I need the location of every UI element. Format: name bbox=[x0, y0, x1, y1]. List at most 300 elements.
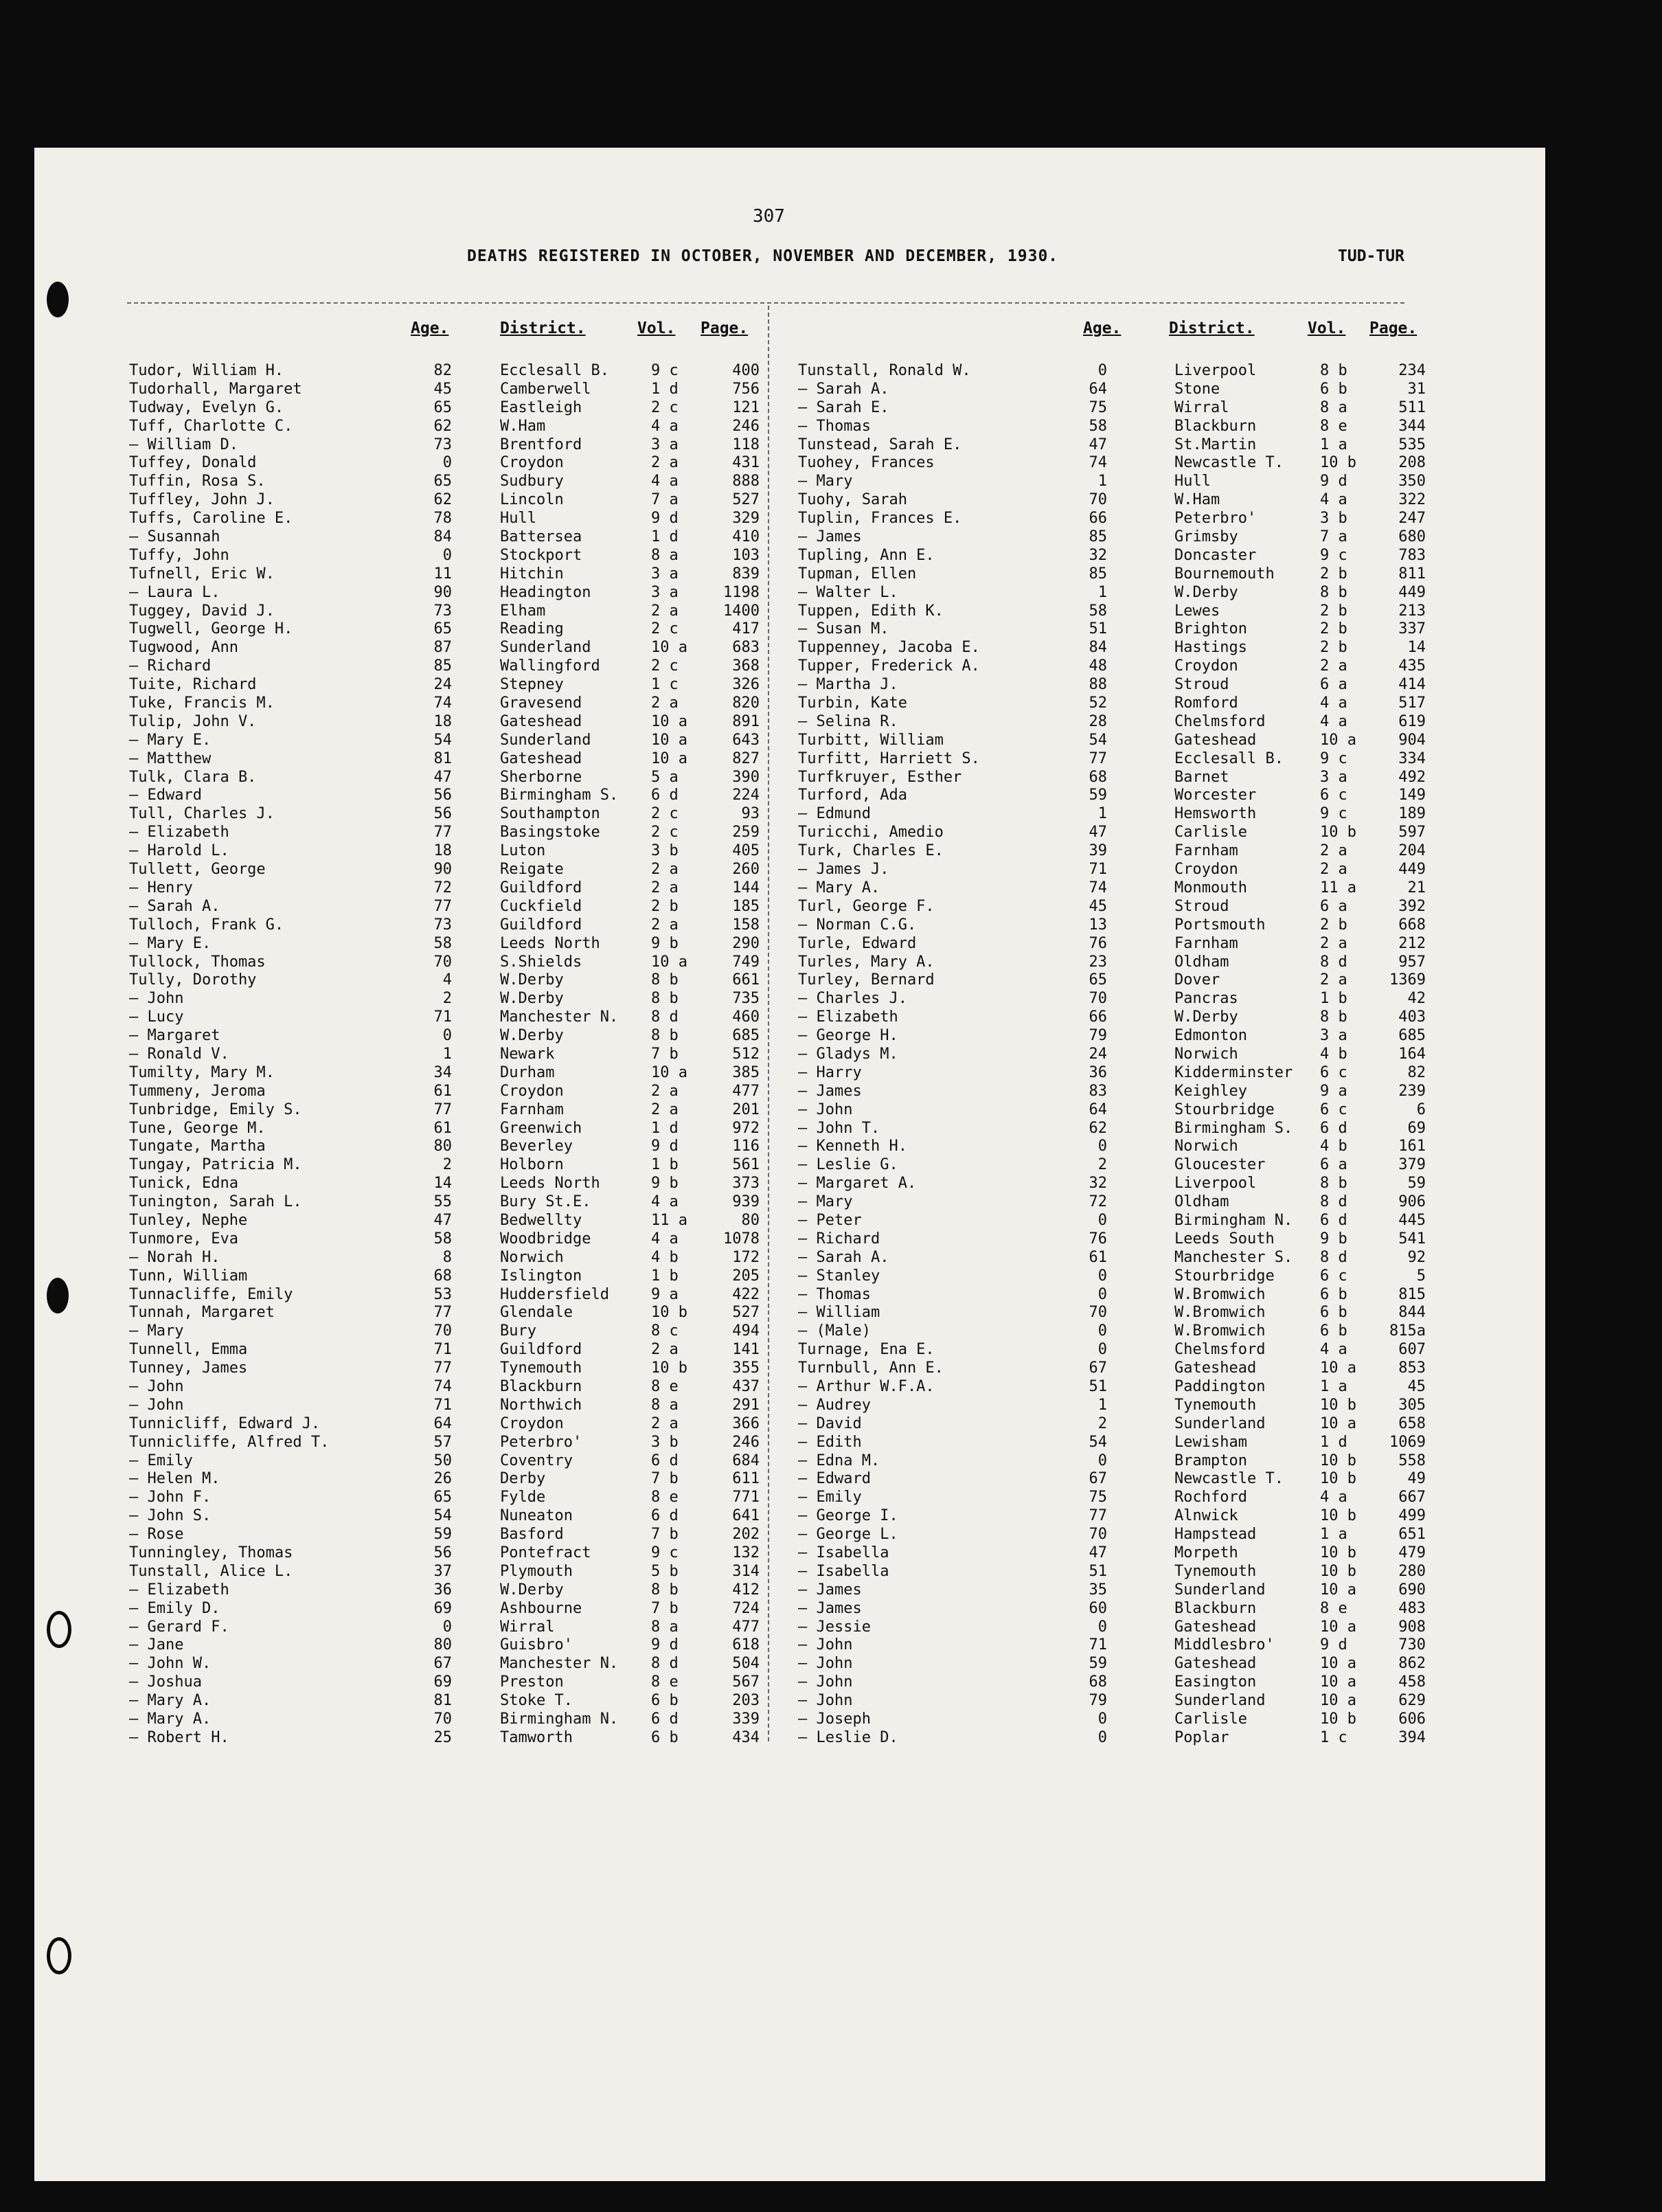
entry-district: St.Martin bbox=[1174, 436, 1257, 453]
register-entry bbox=[798, 1673, 1433, 1692]
entry-district: Croydon bbox=[500, 1414, 564, 1432]
entry-name: — Robert H. bbox=[129, 1728, 229, 1746]
entry-volume: 5 b bbox=[651, 1562, 679, 1580]
entry-name: Tunnicliffe, Alfred T. bbox=[129, 1433, 330, 1451]
entry-page: 314 bbox=[732, 1562, 760, 1580]
entry-page: 31 bbox=[1407, 380, 1426, 398]
entry-page: 394 bbox=[1398, 1728, 1426, 1746]
register-entry bbox=[129, 879, 764, 898]
entry-volume: 3 b bbox=[651, 1433, 679, 1451]
entry-volume: 6 c bbox=[1320, 787, 1347, 804]
entry-volume: 10 a bbox=[1320, 1692, 1356, 1710]
entry-age: 67 bbox=[433, 1655, 452, 1673]
entry-district: Paddington bbox=[1174, 1377, 1266, 1395]
entry-volume: 10 a bbox=[1320, 1414, 1356, 1432]
entry-age: 87 bbox=[433, 639, 452, 657]
entry-age: 62 bbox=[433, 417, 452, 435]
entry-age: 47 bbox=[433, 1211, 452, 1229]
register-entry bbox=[798, 953, 1433, 972]
entry-age: 75 bbox=[1089, 398, 1107, 416]
entry-name: — James J. bbox=[798, 861, 889, 879]
entry-page: 667 bbox=[1398, 1489, 1426, 1506]
entry-age: 77 bbox=[433, 824, 452, 842]
entry-age: 70 bbox=[433, 1322, 452, 1340]
register-entry bbox=[798, 732, 1433, 750]
register-entry bbox=[129, 1175, 764, 1193]
entry-volume: 1 b bbox=[651, 1156, 679, 1174]
entry-district: W.Derby bbox=[500, 1581, 564, 1599]
entry-name: — John bbox=[129, 990, 184, 1008]
entry-district: Portsmouth bbox=[1174, 916, 1266, 934]
entry-age: 39 bbox=[1089, 842, 1107, 860]
entry-age: 47 bbox=[1089, 436, 1107, 453]
entry-page: 344 bbox=[1398, 417, 1426, 435]
entry-district: Stockport bbox=[500, 546, 582, 564]
entry-age: 74 bbox=[1089, 879, 1107, 896]
register-entry bbox=[798, 1544, 1433, 1563]
entry-name: — Edward bbox=[798, 1470, 871, 1488]
entry-age: 0 bbox=[442, 1027, 452, 1045]
entry-district: Ecclesall B. bbox=[500, 362, 609, 379]
entry-page: 417 bbox=[732, 620, 760, 638]
entry-name: Tulloch, Frank G. bbox=[129, 916, 284, 934]
entry-volume: 9 c bbox=[651, 362, 679, 379]
entry-volume: 8 a bbox=[1320, 398, 1347, 416]
header-rule bbox=[127, 302, 1404, 304]
entry-age: 65 bbox=[433, 398, 452, 416]
entry-page: 492 bbox=[1398, 768, 1426, 786]
entry-name: Turle, Edward bbox=[798, 934, 917, 952]
register-entry bbox=[129, 602, 764, 621]
entry-volume: 4 a bbox=[651, 417, 679, 435]
entry-page: 322 bbox=[1398, 491, 1426, 509]
entry-volume: 10 b bbox=[1320, 1396, 1356, 1414]
entry-page: 132 bbox=[732, 1544, 760, 1561]
entry-page: 449 bbox=[1398, 861, 1426, 879]
entry-age: 55 bbox=[433, 1193, 452, 1211]
entry-page: 118 bbox=[732, 436, 760, 453]
entry-name: — Harold L. bbox=[129, 842, 229, 860]
entry-age: 8 bbox=[442, 1248, 452, 1266]
entry-name: Turfitt, Harriett S. bbox=[798, 749, 980, 767]
register-entry bbox=[129, 1212, 764, 1230]
entry-district: Bury St.E. bbox=[500, 1193, 591, 1211]
left-column bbox=[129, 319, 764, 1748]
entry-name: Tupling, Ann E. bbox=[798, 546, 935, 564]
entry-volume: 10 a bbox=[651, 953, 687, 971]
register-entry bbox=[798, 1415, 1433, 1434]
entry-volume: 2 a bbox=[651, 1101, 679, 1118]
entry-age: 0 bbox=[1097, 1341, 1107, 1359]
entry-district: Hull bbox=[500, 510, 536, 528]
entry-name: Tupper, Frederick A. bbox=[798, 657, 980, 675]
register-entry bbox=[798, 1046, 1433, 1064]
entry-volume: 8 d bbox=[1320, 1193, 1347, 1211]
entry-district: Norwich bbox=[1174, 1045, 1238, 1063]
entry-age: 71 bbox=[433, 1341, 452, 1359]
entry-name: — John bbox=[129, 1396, 184, 1414]
binder-hole-2 bbox=[47, 1278, 69, 1313]
entry-name: — John bbox=[798, 1655, 853, 1673]
entry-age: 72 bbox=[433, 879, 452, 896]
entry-page: 329 bbox=[732, 510, 760, 528]
entry-name: — Mary bbox=[798, 473, 853, 490]
entry-age: 54 bbox=[433, 731, 452, 749]
entry-volume: 8 a bbox=[651, 1618, 679, 1636]
entry-page: 149 bbox=[1398, 787, 1426, 804]
entry-page: 172 bbox=[732, 1248, 760, 1266]
entry-volume: 6 c bbox=[1320, 1063, 1347, 1081]
entry-volume: 8 e bbox=[1320, 1599, 1347, 1617]
register-entry bbox=[129, 805, 764, 824]
entry-name: — James bbox=[798, 1581, 862, 1599]
entry-district: Manchester N. bbox=[500, 1008, 619, 1026]
entry-page: 259 bbox=[732, 824, 760, 842]
entry-age: 61 bbox=[1089, 1248, 1107, 1266]
entry-volume: 4 b bbox=[1320, 1045, 1347, 1063]
entry-age: 58 bbox=[1089, 417, 1107, 435]
entry-age: 51 bbox=[1089, 1377, 1107, 1395]
entry-name: — Jessie bbox=[798, 1618, 871, 1636]
entry-volume: 1 d bbox=[651, 528, 679, 546]
register-entry bbox=[129, 1729, 764, 1748]
entry-age: 0 bbox=[1097, 362, 1107, 379]
entry-page: 618 bbox=[732, 1636, 760, 1654]
entry-age: 34 bbox=[433, 1063, 452, 1081]
entry-volume: 2 a bbox=[651, 454, 679, 472]
entry-page: 668 bbox=[1398, 916, 1426, 934]
register-entry bbox=[129, 1193, 764, 1212]
entry-volume: 6 b bbox=[1320, 380, 1347, 398]
entry-district: Barnet bbox=[1174, 768, 1229, 786]
entry-district: Carlisle bbox=[1174, 824, 1247, 842]
page-number: 307 bbox=[753, 206, 785, 227]
entry-volume: 4 a bbox=[1320, 712, 1347, 730]
entry-age: 90 bbox=[433, 861, 452, 879]
entry-name: Tuite, Richard bbox=[129, 676, 257, 694]
entry-name: Tugwell, George H. bbox=[129, 620, 293, 638]
entry-age: 75 bbox=[1089, 1489, 1107, 1506]
entry-age: 65 bbox=[433, 620, 452, 638]
register-entry bbox=[129, 750, 764, 769]
entry-volume: 4 a bbox=[651, 1193, 679, 1211]
entry-age: 72 bbox=[1089, 1193, 1107, 1211]
entry-district: Peterbro' bbox=[500, 1433, 582, 1451]
entry-age: 67 bbox=[1089, 1470, 1107, 1488]
entry-name: Turbin, Kate bbox=[798, 695, 907, 712]
entry-age: 79 bbox=[1089, 1692, 1107, 1710]
entry-district: Eastleigh bbox=[500, 398, 582, 416]
entry-volume: 6 d bbox=[1320, 1211, 1347, 1229]
right-column bbox=[798, 319, 1433, 1748]
entry-volume: 8 e bbox=[651, 1673, 679, 1691]
entry-district: Birmingham S. bbox=[500, 787, 619, 804]
entry-age: 70 bbox=[1089, 1304, 1107, 1322]
entry-page: 908 bbox=[1398, 1618, 1426, 1636]
entry-name: Tudorhall, Margaret bbox=[129, 380, 302, 398]
entry-district: Nuneaton bbox=[500, 1507, 573, 1525]
register-entry bbox=[129, 1064, 764, 1083]
entry-page: 69 bbox=[1407, 1119, 1426, 1137]
entry-district: Camberwell bbox=[500, 380, 591, 398]
entry-page: 185 bbox=[732, 897, 760, 915]
entry-page: 116 bbox=[732, 1138, 760, 1155]
register-entry bbox=[798, 1267, 1433, 1286]
entry-page: 820 bbox=[732, 695, 760, 712]
entry-age: 2 bbox=[442, 1156, 452, 1174]
register-entry bbox=[129, 1046, 764, 1064]
entry-name: Tufnell, Eric W. bbox=[129, 565, 275, 583]
entry-district: Norwich bbox=[1174, 1138, 1238, 1155]
entry-volume: 10 a bbox=[651, 639, 687, 657]
register-entry bbox=[798, 528, 1433, 547]
entry-volume: 4 a bbox=[651, 473, 679, 490]
entry-age: 80 bbox=[433, 1636, 452, 1654]
entry-district: Sunderland bbox=[500, 731, 591, 749]
entry-volume: 10 a bbox=[1320, 1618, 1356, 1636]
entry-name: — William bbox=[798, 1304, 880, 1322]
register-entry bbox=[798, 639, 1433, 657]
entry-page: 661 bbox=[732, 971, 760, 989]
entry-name: — Lucy bbox=[129, 1008, 184, 1026]
entry-age: 47 bbox=[1089, 1544, 1107, 1561]
entry-volume: 6 a bbox=[1320, 897, 1347, 915]
entry-name: — John bbox=[798, 1101, 853, 1118]
entry-volume: 8 e bbox=[651, 1377, 679, 1395]
entry-name: — George H. bbox=[798, 1027, 898, 1045]
entry-page: 483 bbox=[1398, 1599, 1426, 1617]
entry-volume: 10 a bbox=[1320, 1655, 1356, 1673]
entry-volume: 2 a bbox=[651, 861, 679, 879]
age-header: Age. bbox=[411, 319, 449, 337]
register-entry bbox=[129, 1008, 764, 1027]
entry-name: Tuohy, Sarah bbox=[798, 491, 907, 509]
entry-page: 246 bbox=[732, 1433, 760, 1451]
entry-district: Wallingford bbox=[500, 657, 600, 675]
entry-district: Blackburn bbox=[500, 1377, 582, 1395]
entry-name: — Arthur W.F.A. bbox=[798, 1377, 935, 1395]
entry-page: 815 bbox=[1398, 1285, 1426, 1303]
entry-volume: 2 a bbox=[1320, 657, 1347, 675]
entry-name: — Norman C.G. bbox=[798, 916, 917, 934]
register-entry bbox=[129, 990, 764, 1008]
entry-page: 827 bbox=[732, 749, 760, 767]
entry-district: Oldham bbox=[1174, 1193, 1229, 1211]
entry-page: 527 bbox=[732, 1304, 760, 1322]
entry-volume: 8 e bbox=[1320, 417, 1347, 435]
entry-district: Gateshead bbox=[1174, 731, 1257, 749]
entry-name: — Thomas bbox=[798, 1285, 871, 1303]
register-entry bbox=[129, 1249, 764, 1267]
register-entry bbox=[129, 1452, 764, 1471]
entry-age: 60 bbox=[1089, 1599, 1107, 1617]
entry-name: — Richard bbox=[798, 1230, 880, 1248]
entry-name: — Elizabeth bbox=[129, 824, 229, 842]
entry-name: — Isabella bbox=[798, 1562, 889, 1580]
register-entry bbox=[798, 1193, 1433, 1212]
entry-page: 260 bbox=[732, 861, 760, 879]
entry-name: — Mary A. bbox=[129, 1711, 212, 1728]
entry-age: 81 bbox=[433, 749, 452, 767]
entry-volume: 3 b bbox=[651, 842, 679, 860]
entry-page: 437 bbox=[732, 1377, 760, 1395]
register-entry bbox=[798, 1692, 1433, 1711]
entry-district: Birmingham S. bbox=[1174, 1119, 1293, 1137]
register-entry bbox=[798, 1175, 1433, 1193]
entry-age: 0 bbox=[1097, 1211, 1107, 1229]
entry-page: 239 bbox=[1398, 1082, 1426, 1100]
entry-volume: 2 a bbox=[651, 1082, 679, 1100]
entry-name: — Mary bbox=[798, 1193, 853, 1211]
entry-district: Hampstead bbox=[1174, 1526, 1257, 1544]
entry-volume: 2 b bbox=[1320, 620, 1347, 638]
entry-volume: 10 b bbox=[1320, 1470, 1356, 1488]
age-header: Age. bbox=[1083, 319, 1122, 337]
entry-district: Gateshead bbox=[500, 749, 582, 767]
entry-page: 972 bbox=[732, 1119, 760, 1137]
entry-page: 891 bbox=[732, 712, 760, 730]
entry-district: Sunderland bbox=[1174, 1581, 1266, 1599]
entry-age: 48 bbox=[1089, 657, 1107, 675]
entry-page: 326 bbox=[732, 676, 760, 694]
entry-page: 405 bbox=[732, 842, 760, 860]
entry-volume: 10 a bbox=[651, 1063, 687, 1081]
register-entry bbox=[798, 676, 1433, 695]
entry-age: 53 bbox=[433, 1285, 452, 1303]
entry-name: — Martha J. bbox=[798, 676, 898, 694]
entry-page: 334 bbox=[1398, 749, 1426, 767]
entry-name: — Ronald V. bbox=[129, 1045, 229, 1063]
entry-name: — Richard bbox=[129, 657, 212, 675]
entry-volume: 2 a bbox=[1320, 971, 1347, 989]
entry-volume: 2 a bbox=[1320, 934, 1347, 952]
entry-page: 392 bbox=[1398, 897, 1426, 915]
register-entry bbox=[129, 1618, 764, 1637]
entry-page: 93 bbox=[741, 805, 760, 823]
register-entry bbox=[798, 1397, 1433, 1415]
register-entry bbox=[798, 769, 1433, 787]
page-title: DEATHS REGISTERED IN OCTOBER, NOVEMBER AND DECEMBER, 1930. bbox=[467, 247, 1059, 265]
entry-page: 431 bbox=[732, 454, 760, 472]
entry-name: — Joshua bbox=[129, 1673, 202, 1691]
entry-volume: 6 b bbox=[651, 1728, 679, 1746]
entry-page: 561 bbox=[732, 1156, 760, 1174]
register-entry bbox=[798, 935, 1433, 953]
entry-page: 906 bbox=[1398, 1193, 1426, 1211]
entry-district: Huddersfield bbox=[500, 1285, 609, 1303]
entry-page: 685 bbox=[732, 1027, 760, 1045]
entry-volume: 2 c bbox=[651, 657, 679, 675]
entry-district: Stoke T. bbox=[500, 1692, 573, 1710]
register-entry bbox=[129, 1286, 764, 1305]
entry-name: Tunmore, Eva bbox=[129, 1230, 238, 1248]
entry-page: 839 bbox=[732, 565, 760, 583]
entry-age: 70 bbox=[1089, 491, 1107, 509]
entry-age: 79 bbox=[1089, 1027, 1107, 1045]
entry-page: 158 bbox=[732, 916, 760, 934]
entry-volume: 9 a bbox=[1320, 1082, 1347, 1100]
entry-district: W.Derby bbox=[1174, 1008, 1238, 1026]
entry-district: Reading bbox=[500, 620, 564, 638]
entry-name: — Edith bbox=[798, 1433, 862, 1451]
entry-age: 76 bbox=[1089, 1230, 1107, 1248]
register-entry bbox=[798, 1120, 1433, 1138]
entry-page: 749 bbox=[732, 953, 760, 971]
register-entry bbox=[798, 1489, 1433, 1507]
entry-volume: 6 a bbox=[1320, 1156, 1347, 1174]
entry-page: 403 bbox=[1398, 1008, 1426, 1026]
entry-district: Ecclesall B. bbox=[1174, 749, 1284, 767]
entry-volume: 5 a bbox=[651, 768, 679, 786]
entry-name: Tunington, Sarah L. bbox=[129, 1193, 302, 1211]
register-entry bbox=[129, 1083, 764, 1101]
entry-name: Turles, Mary A. bbox=[798, 953, 935, 971]
entry-district: Gateshead bbox=[1174, 1655, 1257, 1673]
register-entry bbox=[129, 639, 764, 657]
entry-age: 65 bbox=[1089, 971, 1107, 989]
entry-volume: 8 a bbox=[651, 1396, 679, 1414]
register-entry bbox=[129, 1526, 764, 1544]
entry-page: 201 bbox=[732, 1101, 760, 1118]
entry-district: Bury bbox=[500, 1322, 536, 1340]
entry-district: Farnham bbox=[1174, 842, 1238, 860]
entry-name: — Joseph bbox=[798, 1711, 871, 1728]
entry-page: 290 bbox=[732, 934, 760, 952]
entry-name: Tunnicliff, Edward J. bbox=[129, 1414, 321, 1432]
register-entry bbox=[129, 1655, 764, 1673]
entry-age: 23 bbox=[1089, 953, 1107, 971]
register-entry bbox=[798, 824, 1433, 842]
entry-name: Tullock, Thomas bbox=[129, 953, 266, 971]
entry-district: Leeds North bbox=[500, 1175, 600, 1193]
entry-volume: 6 c bbox=[1320, 1267, 1347, 1285]
register-entry bbox=[798, 454, 1433, 473]
entry-name: — Henry bbox=[129, 879, 193, 896]
register-entry bbox=[129, 1267, 764, 1286]
entry-district: Cuckfield bbox=[500, 897, 582, 915]
entry-district: Leeds South bbox=[1174, 1230, 1275, 1248]
entry-age: 1 bbox=[1097, 1396, 1107, 1414]
register-entry bbox=[129, 399, 764, 418]
entry-age: 69 bbox=[433, 1673, 452, 1691]
register-entry bbox=[798, 1322, 1433, 1341]
entry-age: 59 bbox=[433, 1526, 452, 1544]
entry-name: — (Male) bbox=[798, 1322, 871, 1340]
entry-age: 2 bbox=[1097, 1414, 1107, 1432]
entry-page: 783 bbox=[1398, 546, 1426, 564]
entry-district: W.Derby bbox=[500, 1027, 564, 1045]
entry-name: — James bbox=[798, 1599, 862, 1617]
entry-volume: 10 a bbox=[651, 712, 687, 730]
register-entry bbox=[798, 842, 1433, 861]
entry-name: Tulk, Clara B. bbox=[129, 768, 257, 786]
entry-age: 85 bbox=[433, 657, 452, 675]
entry-age: 78 bbox=[433, 510, 452, 528]
entry-district: Newcastle T. bbox=[1174, 1470, 1284, 1488]
entry-volume: 2 a bbox=[651, 602, 679, 620]
register-entry bbox=[798, 1434, 1433, 1452]
entry-district: Worcester bbox=[1174, 787, 1257, 804]
entry-page: 477 bbox=[732, 1082, 760, 1100]
entry-name: Turl, George F. bbox=[798, 897, 935, 915]
entry-volume: 6 c bbox=[1320, 1101, 1347, 1118]
entry-volume: 2 a bbox=[1320, 861, 1347, 879]
entry-district: Carlisle bbox=[1174, 1711, 1247, 1728]
entry-page: 458 bbox=[1398, 1673, 1426, 1691]
entry-name: — Isabella bbox=[798, 1544, 889, 1561]
entry-page: 205 bbox=[732, 1267, 760, 1285]
entry-district: Brighton bbox=[1174, 620, 1247, 638]
